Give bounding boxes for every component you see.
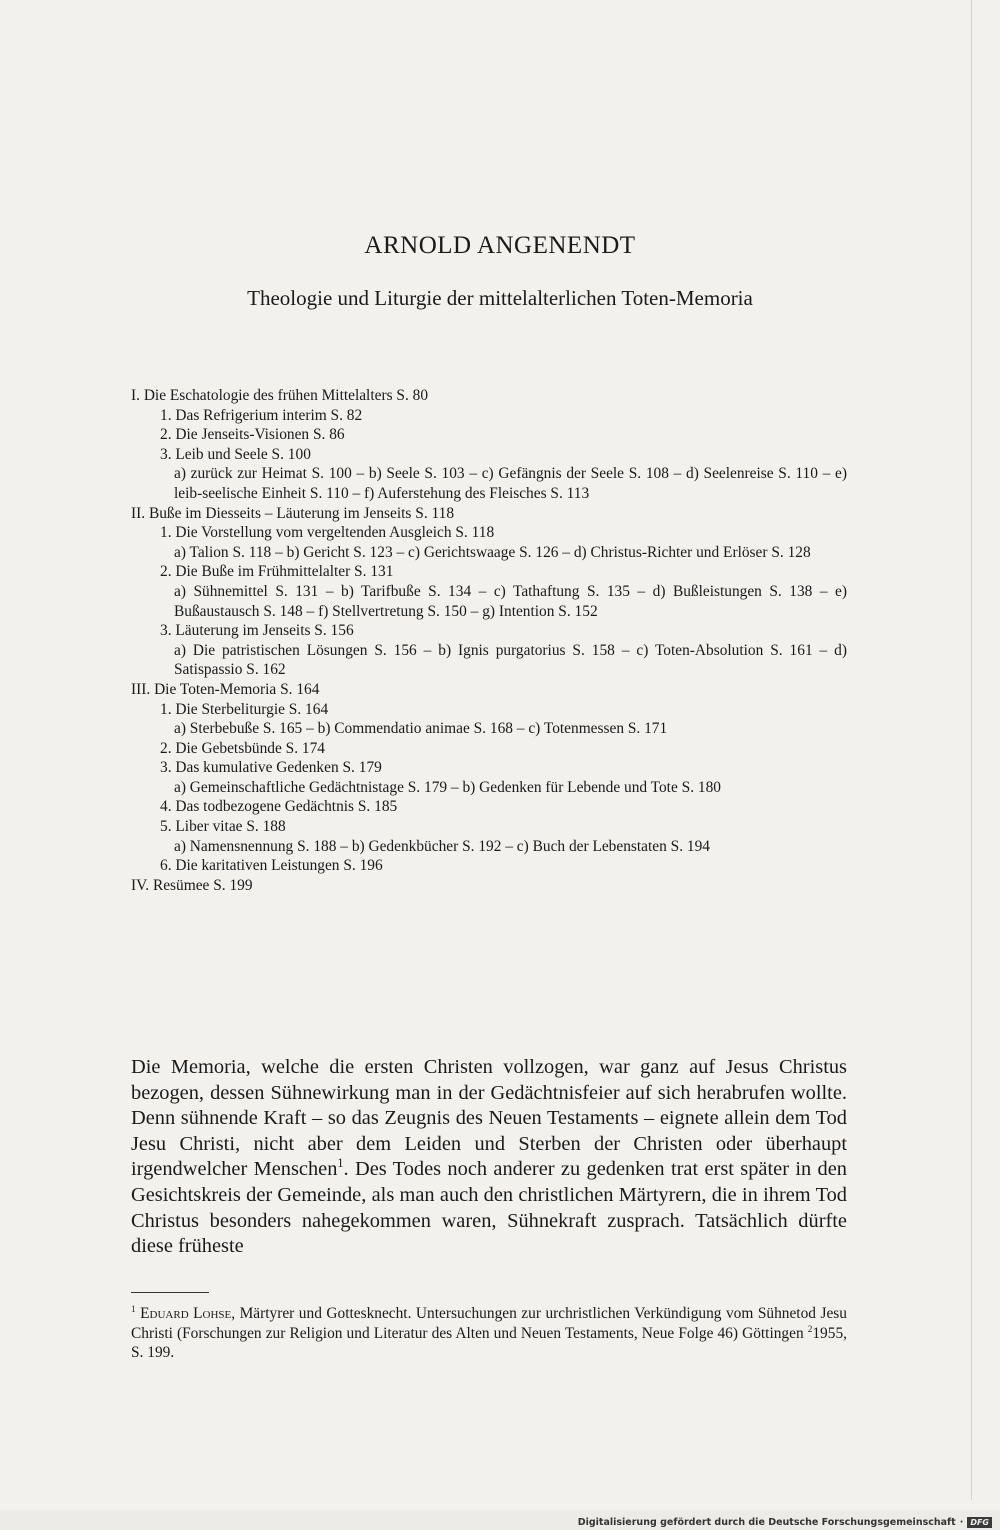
toc-entry: 3. Das kumulative Gedenken S. 179 bbox=[160, 759, 382, 777]
toc-entry: III. Die Toten-Memoria S. 164 bbox=[131, 680, 320, 698]
toc-entry: 2. Die Buße im Frühmittelalter S. 131 bbox=[160, 563, 394, 581]
footnote bbox=[131, 1304, 847, 1363]
toc-entry: a) Sterbebuße S. 165 – b) Commendatio animae S. 168 – c) Totenmessen S. 171 bbox=[174, 720, 668, 738]
chapter-title: Theologie und Liturgie der mittelalterlichen Toten-Memoria bbox=[247, 286, 753, 310]
body-text-part-1: Die Memoria, welche die ersten Christen vollzogen, war ganz auf Jesus Christus bezogen, dessen Sühnewirkung man in der Gedächtnisfeier auf sich herabrufen wollte. Denn sühnende Kraft – so das Zeugnis des Neuen Testaments – eignete allein dem Tod Jesu Christi, nicht aber dem Leiden und Sterben der Christen oder überhaupt irgendwelcher Menschen bbox=[131, 1056, 847, 1181]
toc-entry: a) Namensnennung S. 188 – b) Gedenkbücher S. 192 – c) Buch der Lebenstaten S. 194 bbox=[174, 837, 710, 855]
toc-entry: a) Talion S. 118 – b) Gericht S. 123 – c) Gerichtswaage S. 126 – d) Christus-Richter und Erlöser S. 128 bbox=[174, 543, 811, 561]
footnote-separator bbox=[131, 1292, 209, 1293]
toc-entry: 1. Die Sterbeliturgie S. 164 bbox=[160, 700, 329, 718]
footnote-edition: 2 bbox=[807, 1323, 813, 1334]
toc-entry: 3. Läuterung im Jenseits S. 156 bbox=[160, 622, 354, 640]
footer-separator: · bbox=[959, 1517, 964, 1528]
footnote-text-b: 1955, S. 199. bbox=[131, 1324, 847, 1362]
footer-text: Digitalisierung gefördert durch die Deutsche Forschungsgemeinschaft bbox=[577, 1517, 956, 1528]
toc-entry: 2. Die Gebetsbünde S. 174 bbox=[160, 739, 325, 757]
toc-entry: 1. Die Vorstellung vom vergeltenden Ausgleich S. 118 bbox=[160, 524, 495, 542]
footnote-author: Eduard Lohse bbox=[140, 1305, 232, 1322]
dfg-logo: DFG bbox=[967, 1517, 992, 1528]
footnote-number: 1 bbox=[131, 1303, 136, 1314]
toc-entry: 5. Liber vitae S. 188 bbox=[160, 818, 286, 836]
table-of-contents bbox=[131, 386, 847, 895]
toc-entry: 2. Die Jenseits-Visionen S. 86 bbox=[160, 426, 345, 444]
digitization-footer bbox=[578, 1517, 992, 1528]
toc-entry: 3. Leib und Seele S. 100 bbox=[160, 445, 311, 463]
toc-entry: a) Sühnemittel S. 131 – b) Tarifbuße S. 134 – c) Tathaftung S. 135 – d) Bußleistungen S. 138 – e) Bußaustausch S. 148 – f) Stellvertretung S. 150 – g) Intention S. 152 bbox=[174, 582, 847, 620]
toc-entry: II. Buße im Diesseits – Läuterung im Jenseits S. 118 bbox=[131, 504, 455, 522]
toc-entry: I. Die Eschatologie des frühen Mittelalters S. 80 bbox=[131, 387, 429, 404]
body-paragraph bbox=[131, 1055, 847, 1260]
toc-entry: a) Gemeinschaftliche Gedächtnistage S. 179 – b) Gedenken für Lebende und Tote S. 180 bbox=[174, 778, 721, 796]
toc-entry: IV. Resümee S. 199 bbox=[131, 876, 253, 894]
toc-entry: 1. Das Refrigerium interim S. 82 bbox=[160, 406, 363, 424]
toc-entry: a) zurück zur Heimat S. 100 – b) Seele S. 103 – c) Gefängnis der Seele S. 108 – d) Seelenreise S. 110 – e) leib-seelische Einheit S. 110 – f) Auferstehung des Fleisches S. 113 bbox=[174, 465, 847, 502]
chapter-author: ARNOLD ANGENENDT bbox=[364, 232, 636, 259]
toc-entry: 6. Die karitativen Leistungen S. 196 bbox=[160, 857, 383, 875]
footnote-reference: 1 bbox=[337, 1156, 344, 1171]
body-text-part-2: . Des Todes noch anderer zu gedenken trat erst später in den Gesichtskreis der Gemeinde, als man auch den christlichen Märtyrern, die in ihrem Tod Christus besonders nahegekommen waren, Sühnekraft zusprach. Tatsächlich dürfte diese früheste bbox=[131, 1158, 847, 1258]
toc-entry: a) Die patristischen Lösungen S. 156 – b) Ignis purgatorius S. 158 – c) Toten-Absolution S. 161 – d) Satispassio S. 162 bbox=[174, 641, 847, 679]
page-edge-line bbox=[971, 0, 972, 1500]
footnote-text-a: , Märtyrer und Gottesknecht. Untersuchungen zur urchristlichen Verkündigung vom Sühnetod Jesu Christi (Forschungen zur Religion und Literatur des Alten und Neuen Testaments, Neue Folge 46) Göttingen bbox=[131, 1305, 847, 1342]
toc-entry: 4. Das todbezogene Gedächtnis S. 185 bbox=[160, 798, 398, 816]
